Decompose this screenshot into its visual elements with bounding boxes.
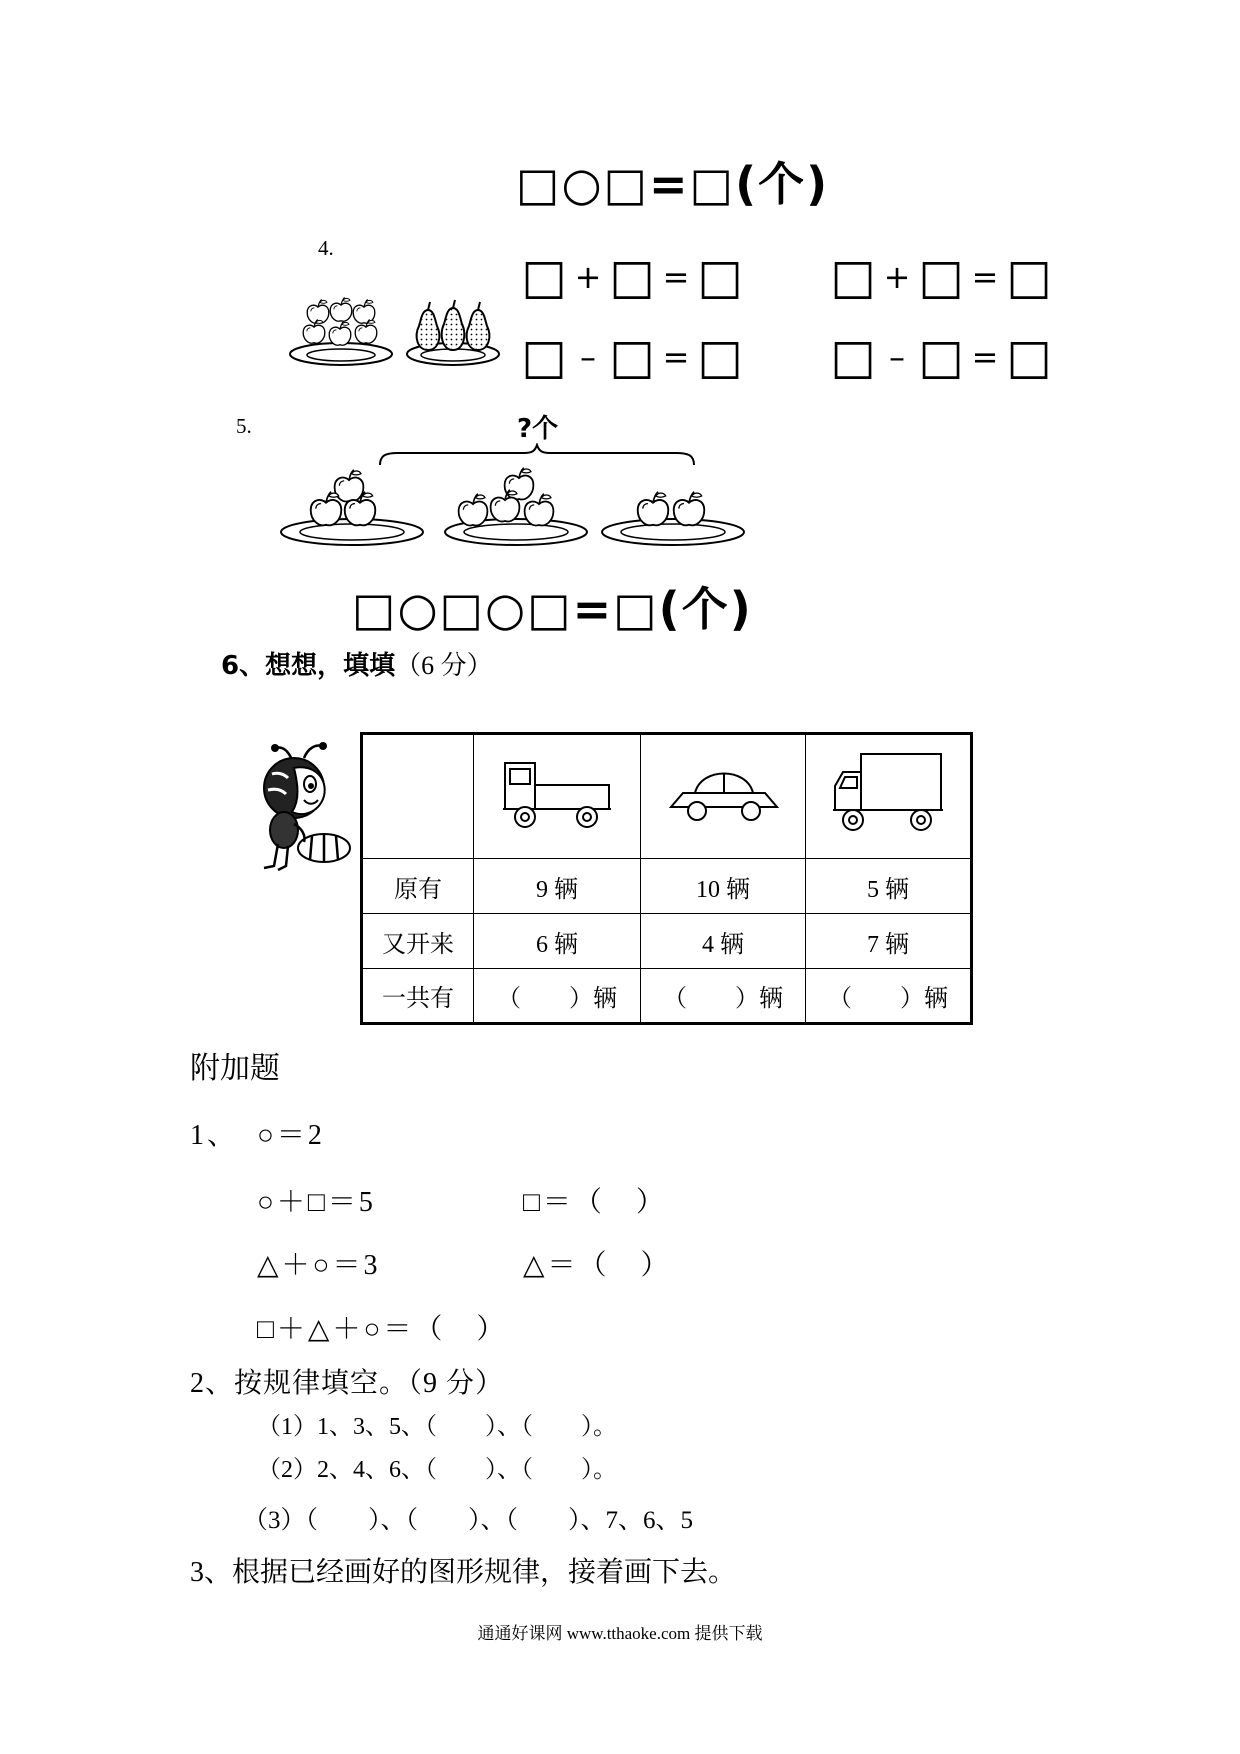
pear-plate-image: [404, 292, 502, 370]
wheel: [843, 810, 863, 830]
wheel: [515, 807, 535, 827]
equals-sign: =: [662, 338, 690, 376]
apple-plate-2: [443, 466, 589, 550]
table-row: [362, 969, 972, 1024]
bonus-q2-item: （1）1、3、5、（ ）、（ ）。: [257, 1414, 617, 1440]
apple-icon: [329, 321, 351, 345]
ant-leg: [264, 844, 278, 868]
problem5-number: 5.: [236, 414, 252, 438]
brace-bracket: [378, 443, 696, 467]
minus-sign: –: [889, 338, 905, 376]
table-row: [362, 914, 972, 969]
table-corner-cell: [362, 734, 474, 859]
problem6-heading: [221, 650, 493, 682]
header-cell-box-truck: [806, 734, 972, 859]
bonus-q3-title: 3、根据已经画好的图形规律，接着画下去。: [190, 1557, 737, 1588]
ant-body: [270, 812, 298, 848]
apple-plate-1: [279, 466, 425, 550]
header-cell-car: [641, 734, 806, 859]
truck-icon: [501, 753, 613, 833]
problem4-number: 4.: [318, 236, 334, 260]
apple-icon: [353, 299, 375, 323]
apple-icon: [330, 297, 352, 321]
answer-box: □: [697, 249, 743, 305]
pear-icon: [442, 300, 465, 350]
equation-subtract-left: [521, 329, 743, 385]
wheel: [742, 802, 760, 820]
row-label: 一共有: [362, 969, 474, 1024]
vehicle-count-table: [360, 732, 973, 1025]
answer-box: □: [830, 249, 876, 305]
ant-leg: [278, 846, 288, 870]
answer-box: □: [609, 249, 655, 305]
equals-sign: =: [662, 258, 690, 296]
table-cell: （ ）辆: [806, 969, 972, 1024]
plus-sign: +: [574, 258, 602, 296]
answer-box: □: [521, 329, 567, 385]
apple-icon: [459, 494, 488, 526]
equation-add-right: [830, 249, 1052, 305]
bonus-q2-item: （3）（ ）、（ ）、（ ）、7、6、5: [243, 1507, 694, 1534]
bonus-q2-title: 2、按规律填空。（9 分）: [190, 1368, 505, 1399]
answer-box: □: [918, 249, 964, 305]
header-cell-truck: [474, 734, 641, 859]
ant-cartoon-image: [244, 742, 354, 874]
question-total-label: ?个: [517, 414, 559, 444]
bonus-q1-answer: □＝（ ）: [523, 1187, 667, 1218]
equation-subtract-right: [830, 329, 1052, 385]
answer-box: □: [1006, 329, 1052, 385]
car-icon: [665, 761, 781, 825]
apple-icon: [525, 494, 554, 526]
bonus-q2-item: （2）2、4、6、（ ）、（ ）。: [257, 1457, 617, 1483]
problem6-score: （6 分）: [395, 651, 493, 680]
problem3-equation: □○□=□(个): [516, 157, 830, 211]
apple-plate-3: [600, 466, 746, 550]
pear-icon: [417, 302, 440, 350]
bonus-q1-equation: ○＋□＝5: [257, 1187, 376, 1218]
apple-plate-image: [288, 292, 394, 370]
wheel: [911, 810, 931, 830]
apple-icon: [307, 299, 329, 323]
page-footer: 通通好课网 www.tthaoke.com 提供下载: [477, 1624, 763, 1643]
plus-sign: +: [883, 258, 911, 296]
table-cell: 10 辆: [641, 859, 806, 914]
bonus-q1-answer: △＝（ ）: [523, 1250, 672, 1281]
bonus-q1-equation: △＋○＝3: [257, 1250, 381, 1281]
answer-box: □: [1006, 249, 1052, 305]
apple-icon: [674, 492, 705, 526]
table-row: [362, 859, 972, 914]
minus-sign: –: [580, 338, 596, 376]
table-cell: 5 辆: [806, 859, 972, 914]
apple-icon: [491, 490, 520, 522]
apple-icon: [311, 492, 342, 526]
answer-box: □: [697, 329, 743, 385]
answer-box: □: [830, 329, 876, 385]
antenna-tip: [271, 744, 279, 752]
bonus-q1-number: 1、: [190, 1120, 239, 1151]
table-cell: （ ）辆: [474, 969, 641, 1024]
apple-icon: [335, 470, 364, 502]
equals-sign: =: [971, 258, 999, 296]
bonus-title: 附加题: [190, 1052, 280, 1085]
table-cell: （ ）辆: [641, 969, 806, 1024]
equals-sign: =: [971, 338, 999, 376]
wheel: [577, 807, 597, 827]
table-cell: 7 辆: [806, 914, 972, 969]
bonus-q1-final: □＋△＋○＝（ ）: [257, 1314, 508, 1345]
table-cell: 4 辆: [641, 914, 806, 969]
plate: [602, 519, 744, 545]
row-label: 又开来: [362, 914, 474, 969]
problem5-equation: □○□○□=□(个): [352, 582, 753, 636]
pear-icon: [467, 302, 490, 350]
row-label: 原有: [362, 859, 474, 914]
table-cell: 6 辆: [474, 914, 641, 969]
answer-box: □: [521, 249, 567, 305]
box-truck-icon: [831, 750, 945, 836]
answer-box: □: [918, 329, 964, 385]
problem6-title: 6、想想，填填: [221, 651, 396, 681]
apple-icon: [638, 492, 669, 526]
answer-box: □: [609, 329, 655, 385]
bonus-q1-given: ○＝2: [257, 1120, 325, 1151]
wheel: [688, 802, 706, 820]
table-header-row: [362, 734, 972, 859]
equation-add-left: [521, 249, 743, 305]
table-cell: 9 辆: [474, 859, 641, 914]
antenna-tip: [319, 742, 327, 750]
